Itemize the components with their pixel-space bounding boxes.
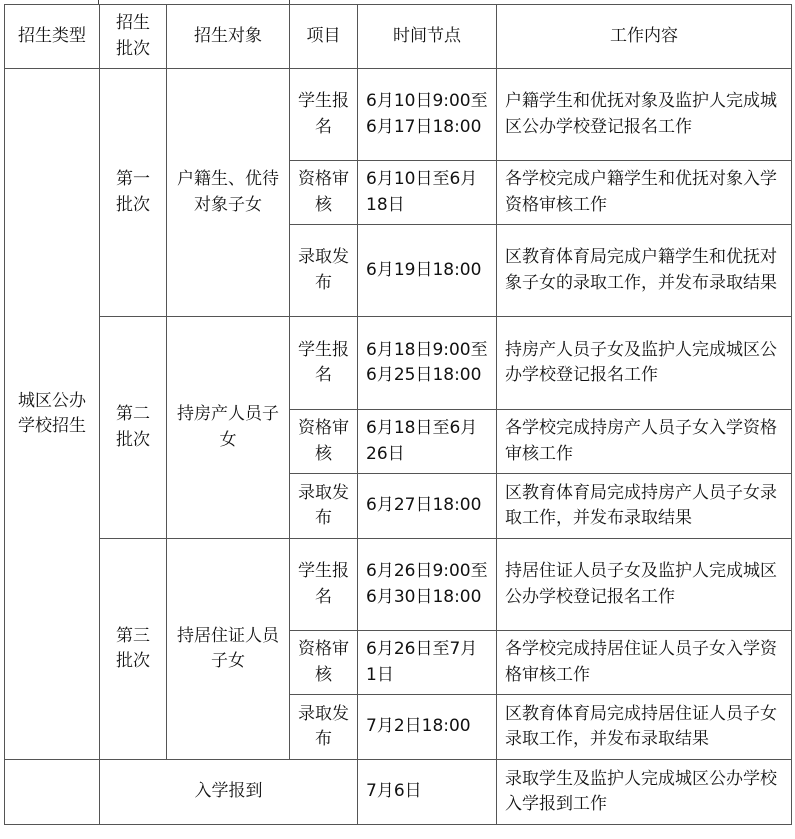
batch-name-cell: 第三批次 (100, 539, 167, 760)
time-cell: 6月26日9:00至6月30日18:00 (358, 539, 497, 631)
project-cell: 学生报名 (290, 539, 358, 631)
time-cell: 7月2日18:00 (358, 695, 497, 760)
table-header-row (5, 5, 792, 69)
report-label-cell: 入学报到 (100, 760, 358, 825)
project-cell: 学生报名 (290, 69, 358, 161)
enrollment-schedule-table (4, 4, 792, 825)
project-cell: 资格审核 (290, 410, 358, 474)
report-blank-cell (5, 760, 100, 825)
time-cell: 6月27日18:00 (358, 474, 497, 539)
header-enroll-type: 招生类型 (5, 5, 100, 69)
header-project: 项目 (290, 5, 358, 69)
content-cell: 持房产人员子女及监护人完成城区公办学校登记报名工作 (497, 317, 792, 410)
batch-name-cell: 第一批次 (100, 69, 167, 317)
table-row (5, 539, 792, 631)
project-cell: 学生报名 (290, 317, 358, 410)
content-cell: 户籍学生和优抚对象及监护人完成城区公办学校登记报名工作 (497, 69, 792, 161)
batch-name-cell: 第二批次 (100, 317, 167, 539)
enroll-type-cell: 城区公办学校招生 (5, 69, 100, 760)
header-time-node: 时间节点 (358, 5, 497, 69)
time-cell: 6月10日9:00至6月17日18:00 (358, 69, 497, 161)
table-row (5, 317, 792, 410)
time-cell: 6月19日18:00 (358, 225, 497, 317)
report-content-cell: 录取学生及监护人完成城区公办学校入学报到工作 (497, 760, 792, 825)
report-time-cell: 7月6日 (358, 760, 497, 825)
content-cell: 区教育体育局完成户籍学生和优抚对象子女的录取工作，并发布录取结果 (497, 225, 792, 317)
time-cell: 6月18日9:00至6月25日18:00 (358, 317, 497, 410)
time-cell: 6月10日至6月18日 (358, 161, 497, 225)
batch-target-cell: 户籍生、优待对象子女 (167, 69, 290, 317)
batch-target-cell: 持房产人员子女 (167, 317, 290, 539)
content-cell: 各学校完成户籍学生和优抚对象入学资格审核工作 (497, 161, 792, 225)
content-cell: 区教育体育局完成持房产人员子女录取工作，并发布录取结果 (497, 474, 792, 539)
project-cell: 录取发布 (290, 225, 358, 317)
content-cell: 持居住证人员子女及监护人完成城区公办学校登记报名工作 (497, 539, 792, 631)
content-cell: 各学校完成持房产人员子女入学资格审核工作 (497, 410, 792, 474)
table-row (5, 760, 792, 825)
time-cell: 6月26日至7月1日 (358, 631, 497, 695)
project-cell: 录取发布 (290, 695, 358, 760)
project-cell: 资格审核 (290, 631, 358, 695)
project-cell: 资格审核 (290, 161, 358, 225)
table-row (5, 69, 792, 161)
batch-target-cell: 持居住证人员子女 (167, 539, 290, 760)
content-cell: 各学校完成持居住证人员子女入学资格审核工作 (497, 631, 792, 695)
header-enroll-batch: 招生批次 (100, 5, 167, 69)
time-cell: 6月18日至6月26日 (358, 410, 497, 474)
project-cell: 录取发布 (290, 474, 358, 539)
header-work-content: 工作内容 (497, 5, 792, 69)
header-enroll-target: 招生对象 (167, 5, 290, 69)
content-cell: 区教育体育局完成持居住证人员子女录取工作，并发布录取结果 (497, 695, 792, 760)
